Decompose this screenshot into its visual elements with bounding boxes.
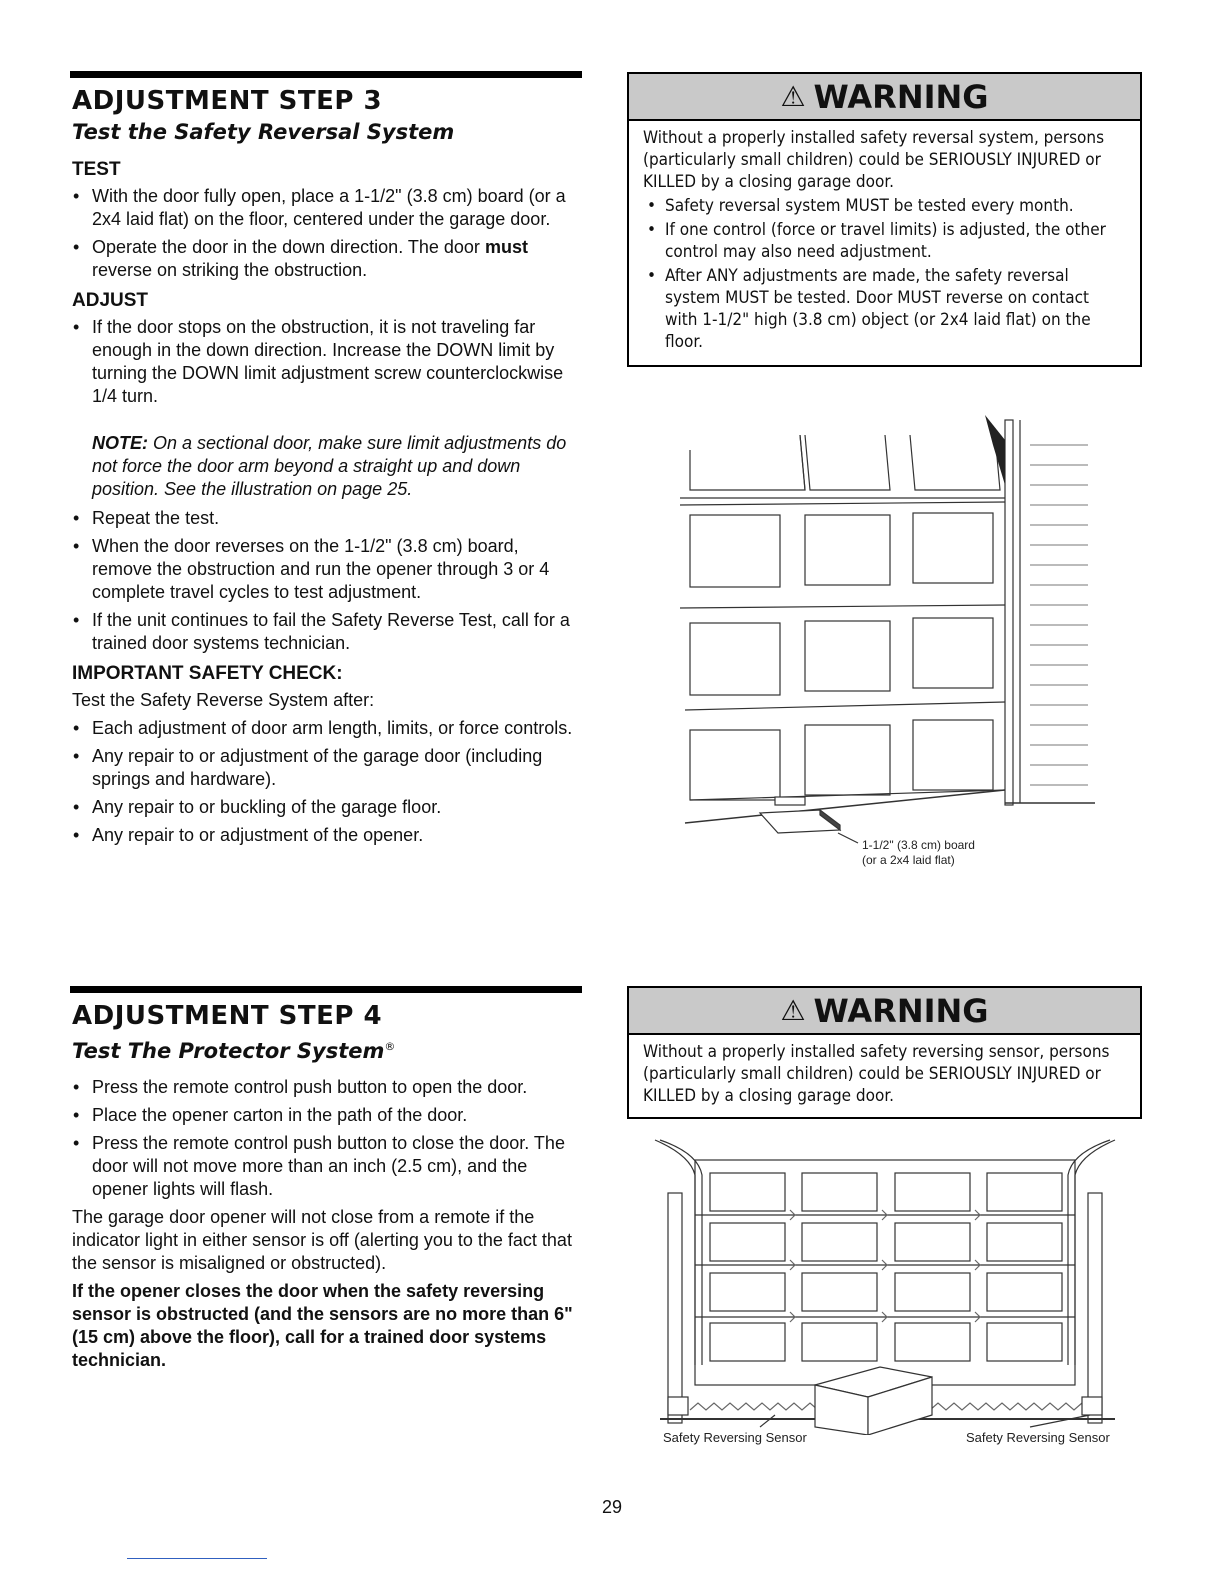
footer-line [127,1558,267,1559]
sensor-door-illustration [650,1135,1130,1435]
list-item: • Each adjustment of door arm length, limits, or force controls. [70,717,582,740]
list-item: • Any repair to or buckling of the garage floor. [70,796,582,819]
page-number: 29 [601,1497,623,1517]
list-item: • After ANY adjustments are made, the safety reversal system MUST be tested. Door MUST reverse on contact with 1-1/2" high (3.8 cm) object (or 2x4 laid flat) on the floor. [643,265,1122,353]
list-item: • Operate the door in the down direction. The door must reverse on striking the obstruction. [70,236,582,282]
list-item: • Safety reversal system MUST be tested every month. [643,195,1122,217]
step3-section [70,71,582,852]
list-item: • Place the opener carton in the path of the door. [70,1104,582,1127]
warning-body: Without a properly installed safety reversal system, persons (particularly small children) could be SERIOUSLY INJURED or KILLED by a closing garage door. • Safety reversal system MUST be tested every month. • If one control (force or travel limits) is adjusted, the other control may also need adjustment. • After ANY adjustments are made, the safety reversal system MUST be tested. Door MUST reverse on contact with 1-1/2" high (3.8 cm) object (or 2x4 laid flat) on the floor. [629,121,1140,365]
section-rule [70,71,582,78]
section-rule [70,986,582,993]
door-board-illustration [660,405,1110,885]
board-caption: 1-1/2" (3.8 cm) board (or a 2x4 laid flat) [862,838,975,867]
warning-triangle-icon: ⚠ [780,80,806,113]
step4-subtitle: Test The Protector System® [72,1039,396,1063]
adjust-heading: ADJUST [72,290,149,311]
list-item: • With the door fully open, place a 1-1/2" (3.8 cm) board (or a 2x4 laid flat) on the floor, centered under the garage door. [70,185,582,231]
safety-heading: IMPORTANT SAFETY CHECK: [72,663,343,684]
list-item: • Any repair to or adjustment of the garage door (including springs and hardware). [70,745,582,791]
list-item: • When the door reverses on the 1-1/2" (3.8 cm) board, remove the obstruction and run the opener through 3 or 4 complete travel cycles to test adjustment. [70,535,582,604]
list-item: • Press the remote control push button to open the door. [70,1076,582,1099]
warning-box-2 [627,986,1142,1119]
left-sensor-label: Safety Reversing Sensor [663,1430,807,1445]
step4-title: ADJUSTMENT STEP 4 [72,1001,383,1031]
list-item: • Any repair to or adjustment of the opener. [70,824,582,847]
step4-section [70,986,582,1372]
warning-box-1 [627,72,1142,367]
list-item: • If the door stops on the obstruction, it is not traveling far enough in the down direction. Increase the DOWN limit by turning the DOWN limit adjustment screw counterclockwise 1/4 turn. [70,316,582,408]
test-heading: TEST [72,159,121,180]
step3-subtitle: Test the Safety Reversal System [72,120,455,144]
sensor-paragraph: The garage door opener will not close from a remote if the indicator light in either sensor is off (alerting you to the fact that the sensor is misaligned or obstructed). [72,1207,572,1273]
list-item: • Press the remote control push button to close the door. The door will not move more than an inch (2.5 cm), and the opener lights will flash. [70,1132,582,1201]
warning-header: ⚠ WARNING [629,988,1140,1035]
list-item: • If one control (force or travel limits) is adjusted, the other control may also need adjustment. [643,219,1122,263]
list-item: • If the unit continues to fail the Safety Reverse Test, call for a trained door systems technician. [70,609,582,655]
technician-paragraph: If the opener closes the door when the safety reversing sensor is obstructed (and the sensors are no more than 6" (15 cm) above the floor), call for a trained door systems technician. [72,1281,573,1370]
safety-intro: Test the Safety Reverse System after: [72,690,375,710]
safety-list [70,717,582,847]
warning-triangle-icon: ⚠ [780,994,806,1027]
test-list [70,185,582,282]
right-sensor-label: Safety Reversing Sensor [966,1430,1110,1445]
note: NOTE: On a sectional door, make sure limit adjustments do not force the door arm beyond a straight up and down position. See the illustration on page 25. [92,433,567,499]
warning-header: ⚠ WARNING [629,74,1140,121]
adjust-list [70,316,582,408]
step3-title: ADJUSTMENT STEP 3 [72,86,383,116]
warning-body: Without a properly installed safety reversing sensor, persons (particularly small children) could be SERIOUSLY INJURED or KILLED by a closing garage door. [643,1042,1110,1106]
adjust-more-list [70,507,582,655]
list-item: • Repeat the test. [70,507,582,530]
step4-list [70,1076,582,1201]
